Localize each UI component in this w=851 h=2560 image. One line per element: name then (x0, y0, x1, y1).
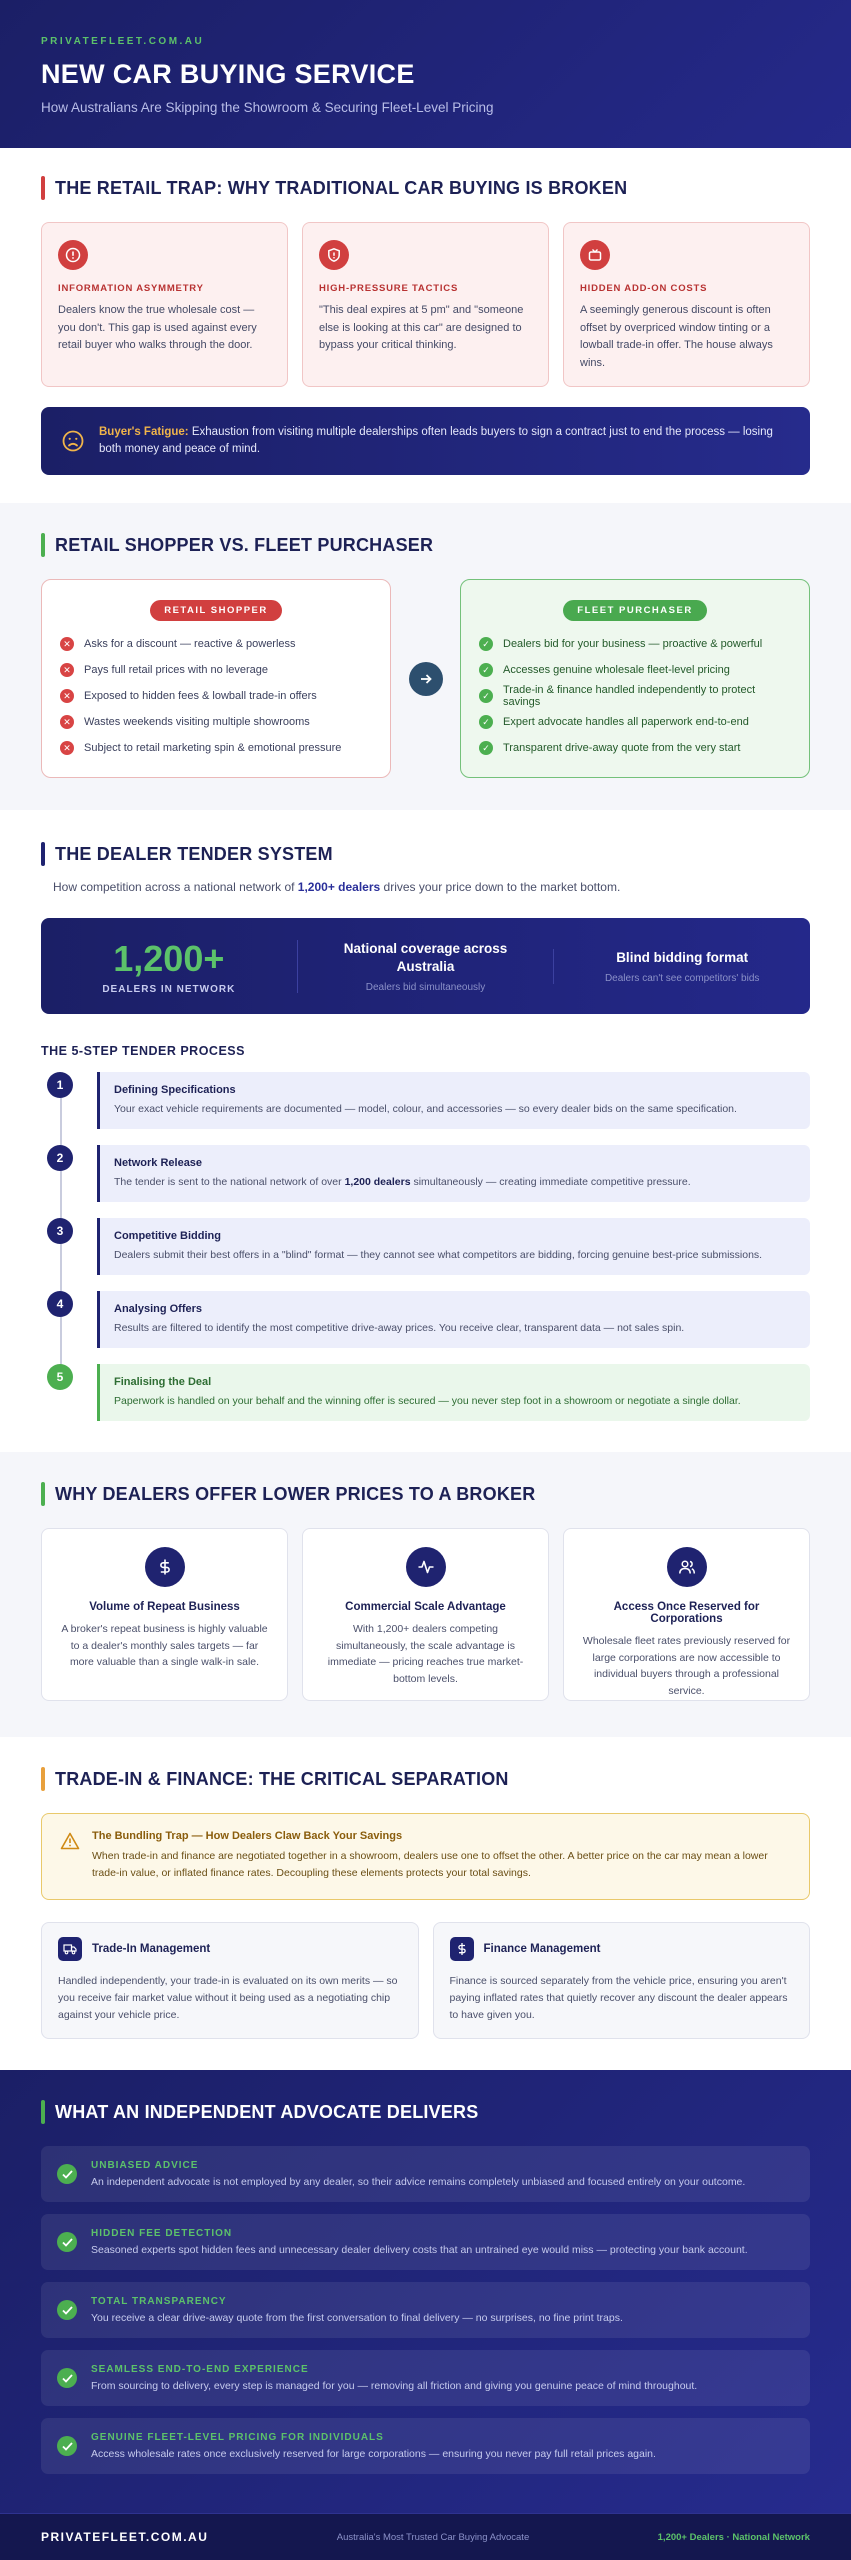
advocate-item (41, 2418, 810, 2474)
trap-card-title: HIDDEN ADD-ON COSTS (580, 283, 708, 294)
why-card-text: A broker's repeat business is highly valuable to a dealer's monthly sales targets — far more valuable than a single walk-in sale. (61, 1623, 268, 1668)
card-header (450, 1937, 794, 1961)
list-item (60, 683, 372, 709)
step-number: 1 (47, 1072, 73, 1098)
step-item (41, 1072, 810, 1145)
card-title: Finance Management (483, 1943, 601, 1955)
title-accent-bar (41, 1767, 45, 1791)
stat-label: DEALERS IN NETWORK (102, 983, 236, 995)
tv-icon (580, 240, 610, 270)
advocate-item-text: From sourcing to delivery, every step is managed for you — removing all friction and giving you genuine peace of mind throughout. (91, 2380, 698, 2392)
step-box (97, 1072, 810, 1129)
list-item-text: Trade-in & finance handled independently to protect savings (503, 684, 756, 708)
step-number: 3 (47, 1218, 73, 1244)
intro-text: How competition across a national network of (53, 880, 298, 894)
why-card-title: Access Once Reserved for Corporations (613, 1601, 760, 1625)
section-title-text: THE RETAIL TRAP: WHY TRADITIONAL CAR BUYING IS BROKEN (55, 177, 628, 198)
list-item (60, 657, 372, 683)
advocate-item-body (91, 2160, 745, 2188)
steps-title: THE 5-STEP TENDER PROCESS (41, 1044, 245, 1058)
trap-card-text: Dealers know the true wholesale cost — you don't. This gap is used against every retail buyer who walks through the door. (58, 304, 257, 351)
why-card-title: Volume of Repeat Business (89, 1601, 240, 1613)
stat-coverage (297, 940, 554, 993)
check-icon (57, 2300, 77, 2320)
why-card (41, 1528, 288, 1701)
step-box (97, 1145, 810, 1202)
fatigue-text (99, 424, 790, 458)
step-number: 2 (47, 1145, 73, 1171)
step-box (97, 1218, 810, 1275)
list-item-text: Transparent drive-away quote from the very start (503, 742, 741, 754)
stats-banner (41, 918, 810, 1014)
advocate-item-text: Seasoned experts spot hidden fees and unnecessary dealer delivery costs that an untrained eye would miss — protecting your bank account. (91, 2244, 748, 2256)
check-icon: ✓ (479, 637, 493, 651)
page-title: NEW CAR BUYING SERVICE (41, 59, 415, 89)
section-title-text: WHY DEALERS OFFER LOWER PRICES TO A BROKER (55, 1483, 536, 1504)
section-title-text: TRADE-IN & FINANCE: THE CRITICAL SEPARATION (55, 1768, 509, 1789)
step-number: 5 (47, 1364, 73, 1390)
shield-icon (319, 240, 349, 270)
section-title-text: WHAT AN INDEPENDENT ADVOCATE DELIVERS (55, 2101, 479, 2122)
tender-intro (41, 880, 810, 894)
list-item (60, 709, 372, 735)
advocate-item-title: UNBIASED ADVICE (91, 2160, 199, 2171)
footer-brand: PRIVATEFLEET.COM.AU (41, 2530, 209, 2544)
step-box (97, 1364, 810, 1421)
fleet-purchaser-card (460, 579, 810, 778)
step-item (41, 1145, 810, 1218)
advocate-item (41, 2282, 810, 2338)
check-icon: ✓ (479, 663, 493, 677)
pulse-icon (406, 1547, 446, 1587)
advocate-item-text: You receive a clear drive-away quote from the first conversation to final delivery — no surprises, no fine print traps. (91, 2312, 623, 2324)
advocate-item-title: GENUINE FLEET-LEVEL PRICING FOR INDIVIDUALS (91, 2432, 384, 2443)
footer-tagline: Australia's Most Trusted Car Buying Advocate (336, 2531, 530, 2543)
advocate-item-text: An independent advocate is not employed by any dealer, so their advice remains completely unbiased and focused entirely on your outcome. (91, 2176, 746, 2188)
footer (0, 2513, 851, 2560)
trap-card (563, 222, 810, 387)
title-accent-bar (41, 533, 45, 557)
fatigue-body: Exhaustion from visiting multiple dealerships often leads buyers to sign a contract just to end the process — losing both money and peace of mind. (99, 426, 773, 455)
advocate-item (41, 2350, 810, 2406)
list-item (479, 683, 791, 709)
arrow-wrap (391, 662, 460, 696)
why-card (302, 1528, 549, 1701)
advocate-item-body (91, 2364, 697, 2392)
list-item (479, 709, 791, 735)
card-header (58, 1937, 402, 1961)
step-title: Defining Specifications (114, 1084, 236, 1096)
step-text: Dealers submit their best offers in a "blind" format — they cannot see what competitors are bidding, forcing genuine best-price submissions. (114, 1249, 763, 1261)
stat-blind (553, 949, 810, 984)
why-card (563, 1528, 810, 1701)
list-item (479, 657, 791, 683)
check-icon (57, 2368, 77, 2388)
stat-value: 1,200+ (113, 937, 225, 979)
advocate-item-body (91, 2228, 748, 2256)
advocate-item-title: HIDDEN FEE DETECTION (91, 2228, 233, 2239)
card-text: Handled independently, your trade-in is evaluated on its own merits — so you receive fair market value without it being used as a negotiating chip against your vehicle price. (58, 1975, 398, 2021)
stat-sub: Dealers can't see competitors' bids (604, 972, 760, 984)
dollar-icon (145, 1547, 185, 1587)
retail-trap-section (0, 148, 851, 503)
title-accent-bar (41, 842, 45, 866)
x-icon: ✕ (60, 637, 74, 651)
section-title-text: RETAIL SHOPPER VS. FLEET PURCHASER (55, 534, 434, 555)
warning-title: The Bundling Trap — How Dealers Claw Back Your Savings (92, 1830, 403, 1842)
advocate-section (0, 2070, 851, 2513)
check-icon (57, 2164, 77, 2184)
step-item (41, 1291, 810, 1364)
trap-card (41, 222, 288, 387)
check-icon (57, 2436, 77, 2456)
advocate-item-title: TOTAL TRANSPARENCY (91, 2296, 227, 2307)
why-section (0, 1452, 851, 1737)
buyers-fatigue-banner (41, 407, 810, 475)
finance-card (433, 1922, 811, 2039)
x-icon: ✕ (60, 663, 74, 677)
section-title (41, 1767, 810, 1791)
retail-shopper-card (41, 579, 391, 778)
bundling-trap-warning (41, 1813, 810, 1900)
stat-dealers (41, 938, 297, 995)
stat-sub: Dealers bid simultaneously (365, 981, 486, 993)
why-card-text: With 1,200+ dealers competing simultaneously, the scale advantage is immediate — pricing reaches true market-bottom levels. (327, 1623, 524, 1685)
list-item-text: Expert advocate handles all paperwork end-to-end (503, 716, 749, 728)
comparison-section (0, 503, 851, 810)
list-item-text: Dealers bid for your business — proactive & powerful (503, 638, 763, 650)
tradein-section (0, 1737, 851, 2070)
retail-shopper-pill: RETAIL SHOPPER (150, 600, 282, 621)
step-text-part: simultaneously — creating immediate competitive pressure. (410, 1176, 691, 1188)
list-item-text: Exposed to hidden fees & lowball trade-in offers (84, 690, 317, 702)
list-item (60, 631, 372, 657)
x-icon: ✕ (60, 741, 74, 755)
step-title: Analysing Offers (114, 1303, 203, 1315)
x-icon: ✕ (60, 715, 74, 729)
list-item-text: Asks for a discount — reactive & powerless (84, 638, 296, 650)
tradein-card (41, 1922, 419, 2039)
users-icon (667, 1547, 707, 1587)
why-card-title: Commercial Scale Advantage (345, 1601, 506, 1613)
step-title: Network Release (114, 1157, 203, 1169)
list-item (479, 735, 791, 761)
hero-header (0, 0, 851, 148)
why-card-text: Wholesale fleet rates previously reserved for large corporations are now accessible to individual buyers through a professional service. (582, 1635, 791, 1697)
section-title (41, 842, 810, 866)
title-accent-bar (41, 176, 45, 200)
why-cards (41, 1528, 810, 1701)
stat-title: Blind bidding format (616, 949, 749, 965)
page-subtitle: How Australians Are Skipping the Showroom & Securing Fleet-Level Pricing (41, 100, 494, 115)
step-text-highlight: 1,200 dealers (344, 1176, 411, 1188)
step-text (114, 1176, 796, 1188)
list-item-text: Pays full retail prices with no leverage (84, 664, 269, 676)
list-item (60, 735, 372, 761)
title-accent-bar (41, 1482, 45, 1506)
intro-highlight: 1,200+ dealers (297, 880, 381, 894)
title-accent-bar (41, 2100, 45, 2124)
trap-card-title: HIGH-PRESSURE TACTICS (319, 283, 459, 294)
list-item-text: Subject to retail marketing spin & emotional pressure (84, 742, 342, 754)
fleet-purchaser-pill: FLEET PURCHASER (563, 600, 706, 621)
list-item-text: Wastes weekends visiting multiple showrooms (84, 716, 310, 728)
section-title (41, 1482, 810, 1506)
step-item (41, 1364, 810, 1437)
advocate-item-body (91, 2296, 623, 2324)
sad-face-icon (61, 429, 85, 453)
check-icon (57, 2232, 77, 2252)
card-title: Trade-In Management (92, 1943, 211, 1955)
arrow-right-icon (409, 662, 443, 696)
truck-icon (58, 1937, 82, 1961)
section-title (41, 533, 810, 557)
dollar-icon (450, 1937, 474, 1961)
trap-card-text: "This deal expires at 5 pm" and "someone else is looking at this car" are designed to bypass your critical thinking. (319, 304, 524, 351)
site-name: PRIVATEFLEET.COM.AU (41, 36, 205, 47)
step-text-part: The tender is sent to the national network of over (114, 1176, 345, 1188)
advocate-item-text: Access wholesale rates once exclusively reserved for large corporations — ensuring you never pay full retail prices again. (91, 2448, 656, 2460)
advocate-item (41, 2146, 810, 2202)
section-title-text: THE DEALER TENDER SYSTEM (55, 843, 333, 864)
section-title (41, 2100, 810, 2124)
step-number: 4 (47, 1291, 73, 1317)
step-title: Competitive Bidding (114, 1230, 221, 1242)
list-item (479, 631, 791, 657)
advocate-item-title: SEAMLESS END-TO-END EXPERIENCE (91, 2364, 309, 2375)
warning-body (92, 1830, 791, 1883)
advocate-item-body (91, 2432, 656, 2460)
step-text: Paperwork is handled on your behalf and the winning offer is secured — you never step foot in a showroom or negotiate a single dollar. (114, 1395, 741, 1407)
step-text: Your exact vehicle requirements are documented — model, colour, and accessories — so every dealer bids on the same specification. (114, 1103, 737, 1115)
trap-card (302, 222, 549, 387)
tender-section (0, 810, 851, 1452)
intro-text: drives your price down to the market bottom. (380, 880, 621, 894)
advocate-item (41, 2214, 810, 2270)
check-icon: ✓ (479, 689, 493, 703)
check-icon: ✓ (479, 741, 493, 755)
warning-icon (60, 1832, 80, 1883)
step-box (97, 1291, 810, 1348)
trap-card-title: INFORMATION ASYMMETRY (58, 283, 204, 294)
step-title: Finalising the Deal (114, 1376, 212, 1388)
section-title (41, 176, 810, 200)
trap-card-text: A seemingly generous discount is often offset by overpriced window tinting or a lowball trade-in offer. The house always wins. (580, 304, 773, 369)
step-text: Results are filtered to identify the most competitive drive-away prices. You receive clear, transparent data — not sales spin. (114, 1322, 685, 1334)
warning-text: When trade-in and finance are negotiated together in a showroom, dealers use one to offset the other. A better price on the car may mean a lower trade-in value, or inflated finance rates. Decoupling these elements protects your total savings. (92, 1850, 768, 1879)
comparison-row (41, 579, 810, 778)
check-icon: ✓ (479, 715, 493, 729)
advocate-list (41, 2146, 810, 2474)
x-icon: ✕ (60, 689, 74, 703)
trap-cards (41, 222, 810, 387)
step-item (41, 1218, 810, 1291)
tradein-finance-cards (41, 1922, 810, 2039)
stat-title: National coverage across Australia (343, 940, 508, 974)
list-item-text: Accesses genuine wholesale fleet-level pricing (503, 664, 730, 676)
footer-badge: 1,200+ Dealers · National Network (657, 2531, 810, 2543)
info-icon (58, 240, 88, 270)
fatigue-label: Buyer's Fatigue: (99, 426, 189, 438)
steps-list (41, 1072, 810, 1437)
card-text: Finance is sourced separately from the vehicle price, ensuring you aren't paying inflated rates that quietly recover any discount the dealer appears to have given you. (449, 1975, 788, 2021)
